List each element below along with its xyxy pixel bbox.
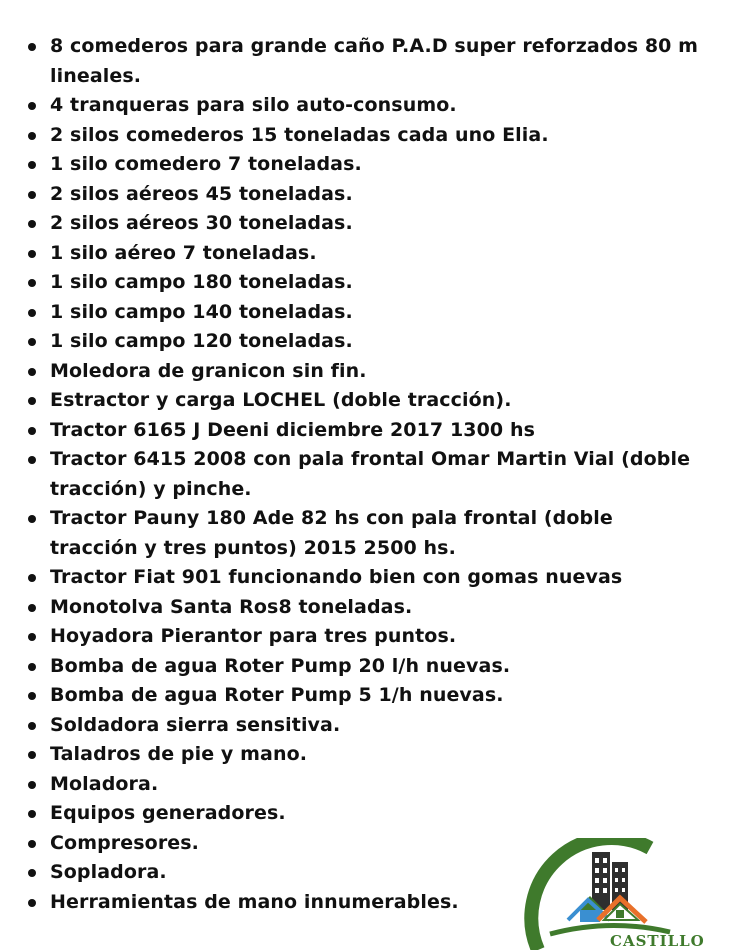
logo-house-left bbox=[580, 910, 600, 922]
list-item bbox=[24, 681, 700, 711]
bullet-icon bbox=[28, 781, 36, 789]
bullet-icon bbox=[28, 338, 36, 346]
list-item bbox=[24, 32, 700, 91]
list-item-text: 1 silo campo 180 toneladas. bbox=[50, 271, 353, 293]
list-item-text: 1 silo aéreo 7 toneladas. bbox=[50, 241, 317, 264]
list-item bbox=[24, 622, 700, 652]
bullet-icon bbox=[28, 368, 36, 376]
bullet-icon bbox=[28, 132, 36, 140]
list-item bbox=[24, 445, 700, 504]
bullet-icon bbox=[28, 43, 36, 51]
list-item-text: Taladros de pie y mano. bbox=[50, 743, 308, 765]
list-item bbox=[24, 150, 700, 180]
list-item bbox=[24, 91, 700, 121]
bullet-icon bbox=[28, 810, 36, 818]
bullet-icon bbox=[28, 220, 36, 228]
list-item-text: 4 tranqueras para silo auto-consumo. bbox=[50, 94, 457, 116]
list-item bbox=[24, 711, 700, 741]
list-item-text: 1 silo campo 140 toneladas. bbox=[50, 300, 353, 323]
list-item bbox=[24, 416, 700, 446]
list-item-text: Compresores. bbox=[50, 831, 199, 854]
list-item-text: Monotolva Santa Ros8 toneladas. bbox=[50, 595, 413, 618]
list-item-text: Tractor 6165 J Deeni diciembre 2017 1300 hs bbox=[50, 418, 535, 441]
list-item-text: Tractor Pauny 180 Ade 82 hs con pala frontal (doble tracción y tres puntos) 2015 2500 hs. bbox=[50, 507, 613, 559]
bullet-icon bbox=[28, 102, 36, 110]
list-item-text: Bomba de agua Roter Pump 20 l/h nuevas. bbox=[50, 654, 511, 677]
bullet-icon bbox=[28, 692, 36, 700]
list-item bbox=[24, 239, 700, 269]
list-item-text: 2 silos aéreos 45 toneladas. bbox=[50, 182, 353, 205]
bullet-icon bbox=[28, 279, 36, 287]
list-item-text: Equipos generadores. bbox=[50, 802, 286, 824]
list-item-text: 2 silos comederos 15 toneladas cada uno Elia. bbox=[50, 123, 549, 146]
list-item bbox=[24, 593, 700, 623]
bullet-icon bbox=[28, 899, 36, 907]
logo-text: CASTILLO bbox=[610, 932, 705, 950]
list-item bbox=[24, 563, 700, 593]
list-item bbox=[24, 180, 700, 210]
list-item bbox=[24, 327, 700, 357]
list-item bbox=[24, 799, 700, 829]
list-item bbox=[24, 652, 700, 682]
list-item-text: 8 comederos para grande caño P.A.D super reforzados 80 m lineales. bbox=[50, 35, 699, 87]
list-item-text: Bomba de agua Roter Pump 5 1/h nuevas. bbox=[50, 684, 504, 706]
list-item bbox=[24, 209, 700, 239]
equipment-list bbox=[24, 32, 700, 917]
list-item bbox=[24, 298, 700, 328]
bullet-icon bbox=[28, 840, 36, 848]
list-item-text: Tractor Fiat 901 funcionando bien con gomas nuevas bbox=[50, 566, 623, 588]
list-item-text: 1 silo campo 120 toneladas. bbox=[50, 330, 353, 352]
bullet-icon bbox=[28, 309, 36, 317]
bullet-icon bbox=[28, 751, 36, 759]
list-item-text: Estractor y carga LOCHEL (doble tracción). bbox=[50, 389, 512, 411]
list-item-text: Hoyadora Pierantor para tres puntos. bbox=[50, 625, 457, 647]
list-item-text: 1 silo comedero 7 toneladas. bbox=[50, 153, 362, 175]
bullet-icon bbox=[28, 456, 36, 464]
bullet-icon bbox=[28, 161, 36, 169]
bullet-icon bbox=[28, 250, 36, 258]
bullet-icon bbox=[28, 663, 36, 671]
bullet-icon bbox=[28, 633, 36, 641]
list-item bbox=[24, 386, 700, 416]
bullet-icon bbox=[28, 869, 36, 877]
bullet-icon bbox=[28, 427, 36, 435]
bullet-icon bbox=[28, 191, 36, 199]
list-item bbox=[24, 770, 700, 800]
list-item bbox=[24, 121, 700, 151]
list-item bbox=[24, 740, 700, 770]
list-item-text: Herramientas de mano innumerables. bbox=[50, 890, 459, 913]
bullet-icon bbox=[28, 397, 36, 405]
list-item-text: Moladora. bbox=[50, 772, 159, 795]
list-item-text: Soldadora sierra sensitiva. bbox=[50, 713, 341, 736]
list-item-text: Tractor 6415 2008 con pala frontal Omar Martin Vial (doble tracción) y pinche. bbox=[50, 448, 691, 500]
bullet-icon bbox=[28, 722, 36, 730]
list-item-text: Sopladora. bbox=[50, 861, 167, 883]
list-item bbox=[24, 357, 700, 387]
list-item bbox=[24, 268, 700, 298]
list-item bbox=[24, 504, 700, 563]
list-item-text: Moledora de granicon sin fin. bbox=[50, 359, 367, 382]
castillo-logo bbox=[520, 838, 734, 950]
list-item-text: 2 silos aéreos 30 toneladas. bbox=[50, 212, 353, 234]
bullet-icon bbox=[28, 574, 36, 582]
bullet-icon bbox=[28, 604, 36, 612]
castillo-logo-graphic bbox=[520, 838, 734, 950]
bullet-icon bbox=[28, 515, 36, 523]
